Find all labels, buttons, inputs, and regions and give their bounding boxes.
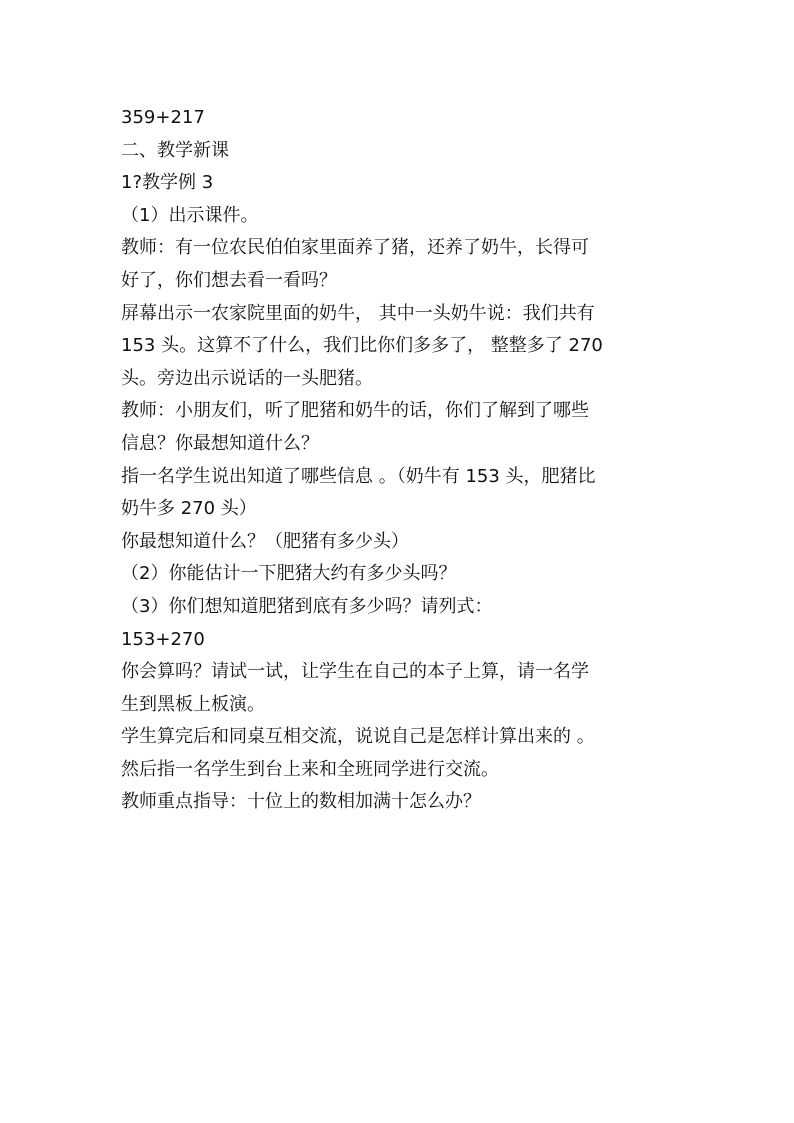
- text-line-equation: 359+217: [121, 107, 205, 128]
- text-line: 学生算完后和同桌互相交流，说说自己是怎样计算出来的 。: [121, 726, 595, 748]
- text-line: 教师：小朋友们，听了肥猪和奶牛的话，你们了解到了哪些: [121, 400, 589, 422]
- subsection-heading: 1?教学例 3: [121, 172, 214, 194]
- text-line: （1）出示课件。: [121, 204, 259, 226]
- text-line: （3）你们想知道肥猪到底有多少吗？请列式：: [121, 595, 493, 617]
- text-line: 头。旁边出示说话的一头肥猪。: [121, 367, 373, 389]
- document-body: [121, 102, 681, 819]
- text-line: 教师重点指导：十位上的数相加满十怎么办？: [121, 791, 481, 813]
- text-line: （2）你能估计一下肥猪大约有多少头吗？: [121, 563, 457, 585]
- section-heading: 二、教学新课: [121, 139, 229, 161]
- text-line: 你最想知道什么？（肥猪有多少头）: [121, 530, 409, 552]
- text-line: 教师：有一位农民伯伯家里面养了猪，还养了奶牛，长得可: [121, 237, 589, 259]
- text-line-equation: 153+270: [121, 628, 205, 650]
- text-line: 指一名学生说出知道了哪些信息 。（奶牛有 153 头，肥猪比: [121, 465, 596, 487]
- text-line: 屏幕出示一农家院里面的奶牛， 其中一头奶牛说：我们共有: [121, 302, 595, 324]
- text-line: 奶牛多 270 头）: [121, 498, 257, 520]
- text-line: 好了，你们想去看一看吗？: [121, 269, 337, 291]
- text-line: 然后指一名学生到台上来和全班同学进行交流。: [121, 758, 499, 780]
- text-line: 生到黑板上板演。: [121, 693, 265, 715]
- text-line: 你会算吗？请试一试，让学生在自己的本子上算，请一名学: [121, 661, 589, 683]
- text-line: 信息？你最想知道什么？: [121, 432, 319, 454]
- text-line: 153 头。这算不了什么，我们比你们多多了， 整整多了 270: [121, 335, 603, 357]
